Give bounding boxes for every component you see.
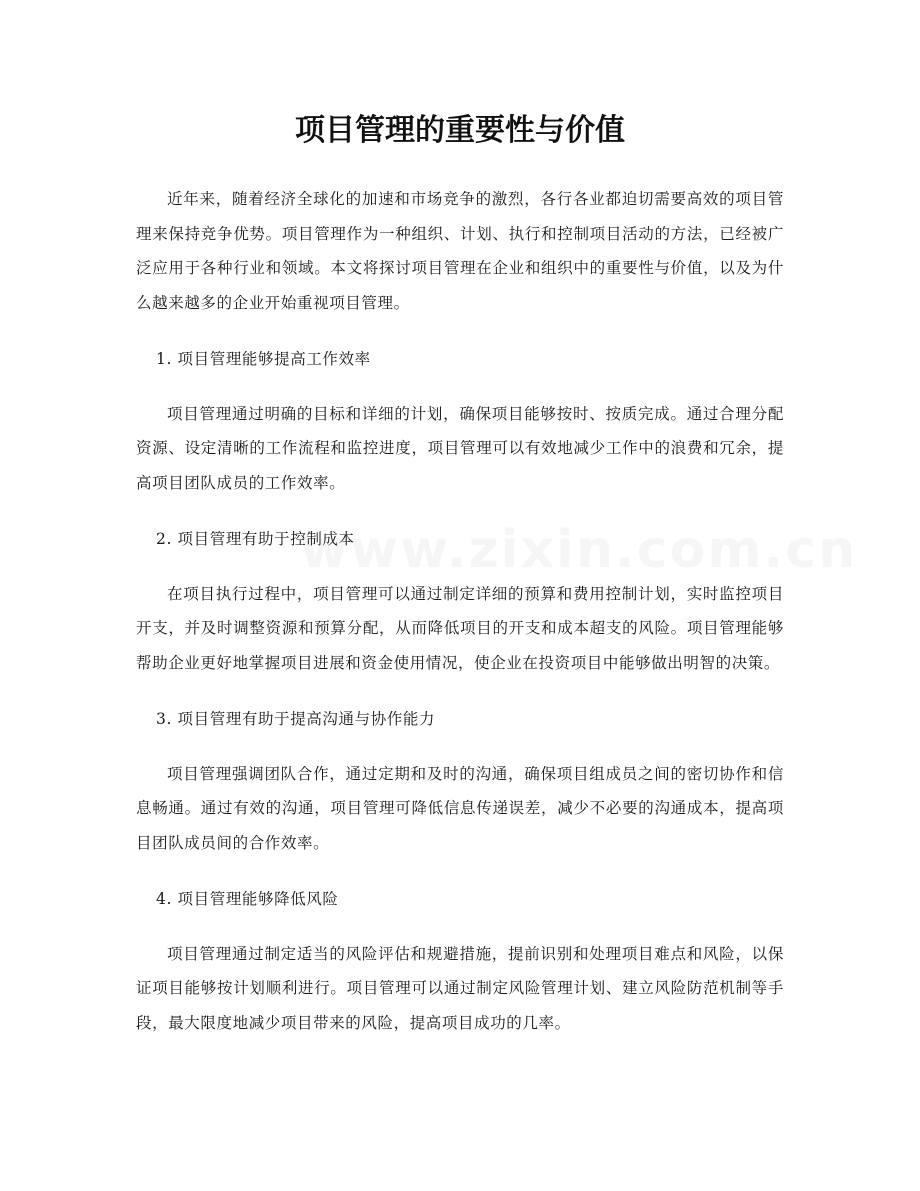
section-paragraph-4: 项目管理通过制定适当的风险评估和规避措施，提前识别和处理项目难点和风险，以保证项目能够按计划顺利进行。项目管理可以通过制定风险管理计划、建立风险防范机制等手段，最大限度地减少项目带来的风险，提高项目成功的几率。 xyxy=(136,944,784,1032)
section-paragraph-1: 项目管理通过明确的目标和详细的计划，确保项目能够按时、按质完成。通过合理分配资源、设定清晰的工作流程和监控进度，项目管理可以有效地减少工作中的浪费和冗余，提高项目团队成员的工作效率。 xyxy=(136,404,784,492)
document-body xyxy=(136,182,858,1062)
page-title: 项目管理的重要性与价值 xyxy=(295,113,625,148)
section-heading-3: 3. 项目管理有助于提高沟通与协作能力 xyxy=(156,710,436,728)
section-paragraph-3: 项目管理强调团队合作，通过定期和及时的沟通，确保项目组成员之间的密切协作和信息畅通。通过有效的沟通，项目管理可降低信息传递误差，减少不必要的沟通成本，提高项目团队成员间的合作效率。 xyxy=(136,764,784,852)
section-heading-1: 1. 项目管理能够提高工作效率 xyxy=(156,350,371,368)
section-heading-4: 4. 项目管理能够降低风险 xyxy=(156,890,339,908)
watermark: www.zixin.com.cn xyxy=(300,520,858,580)
intro-paragraph: 近年来，随着经济全球化的加速和市场竞争的激烈，各行各业都迫切需要高效的项目管理来保持竞争优势。项目管理作为一种组织、计划、执行和控制项目活动的方法，已经被广泛应用于各种行业和领域。本文将探讨项目管理在企业和组织中的重要性与价值，以及为什么越来越多的企业开始重视项目管理。 xyxy=(136,190,784,312)
section-heading-2: 2. 项目管理有助于控制成本 xyxy=(156,530,355,548)
section-paragraph-2: 在项目执行过程中，项目管理可以通过制定详细的预算和费用控制计划，实时监控项目开支，并及时调整资源和预算分配，从而降低项目的开支和成本超支的风险。项目管理能够帮助企业更好地掌握项目进展和资金使用情况，使企业在投资项目中能够做出明智的决策。 xyxy=(136,584,784,672)
